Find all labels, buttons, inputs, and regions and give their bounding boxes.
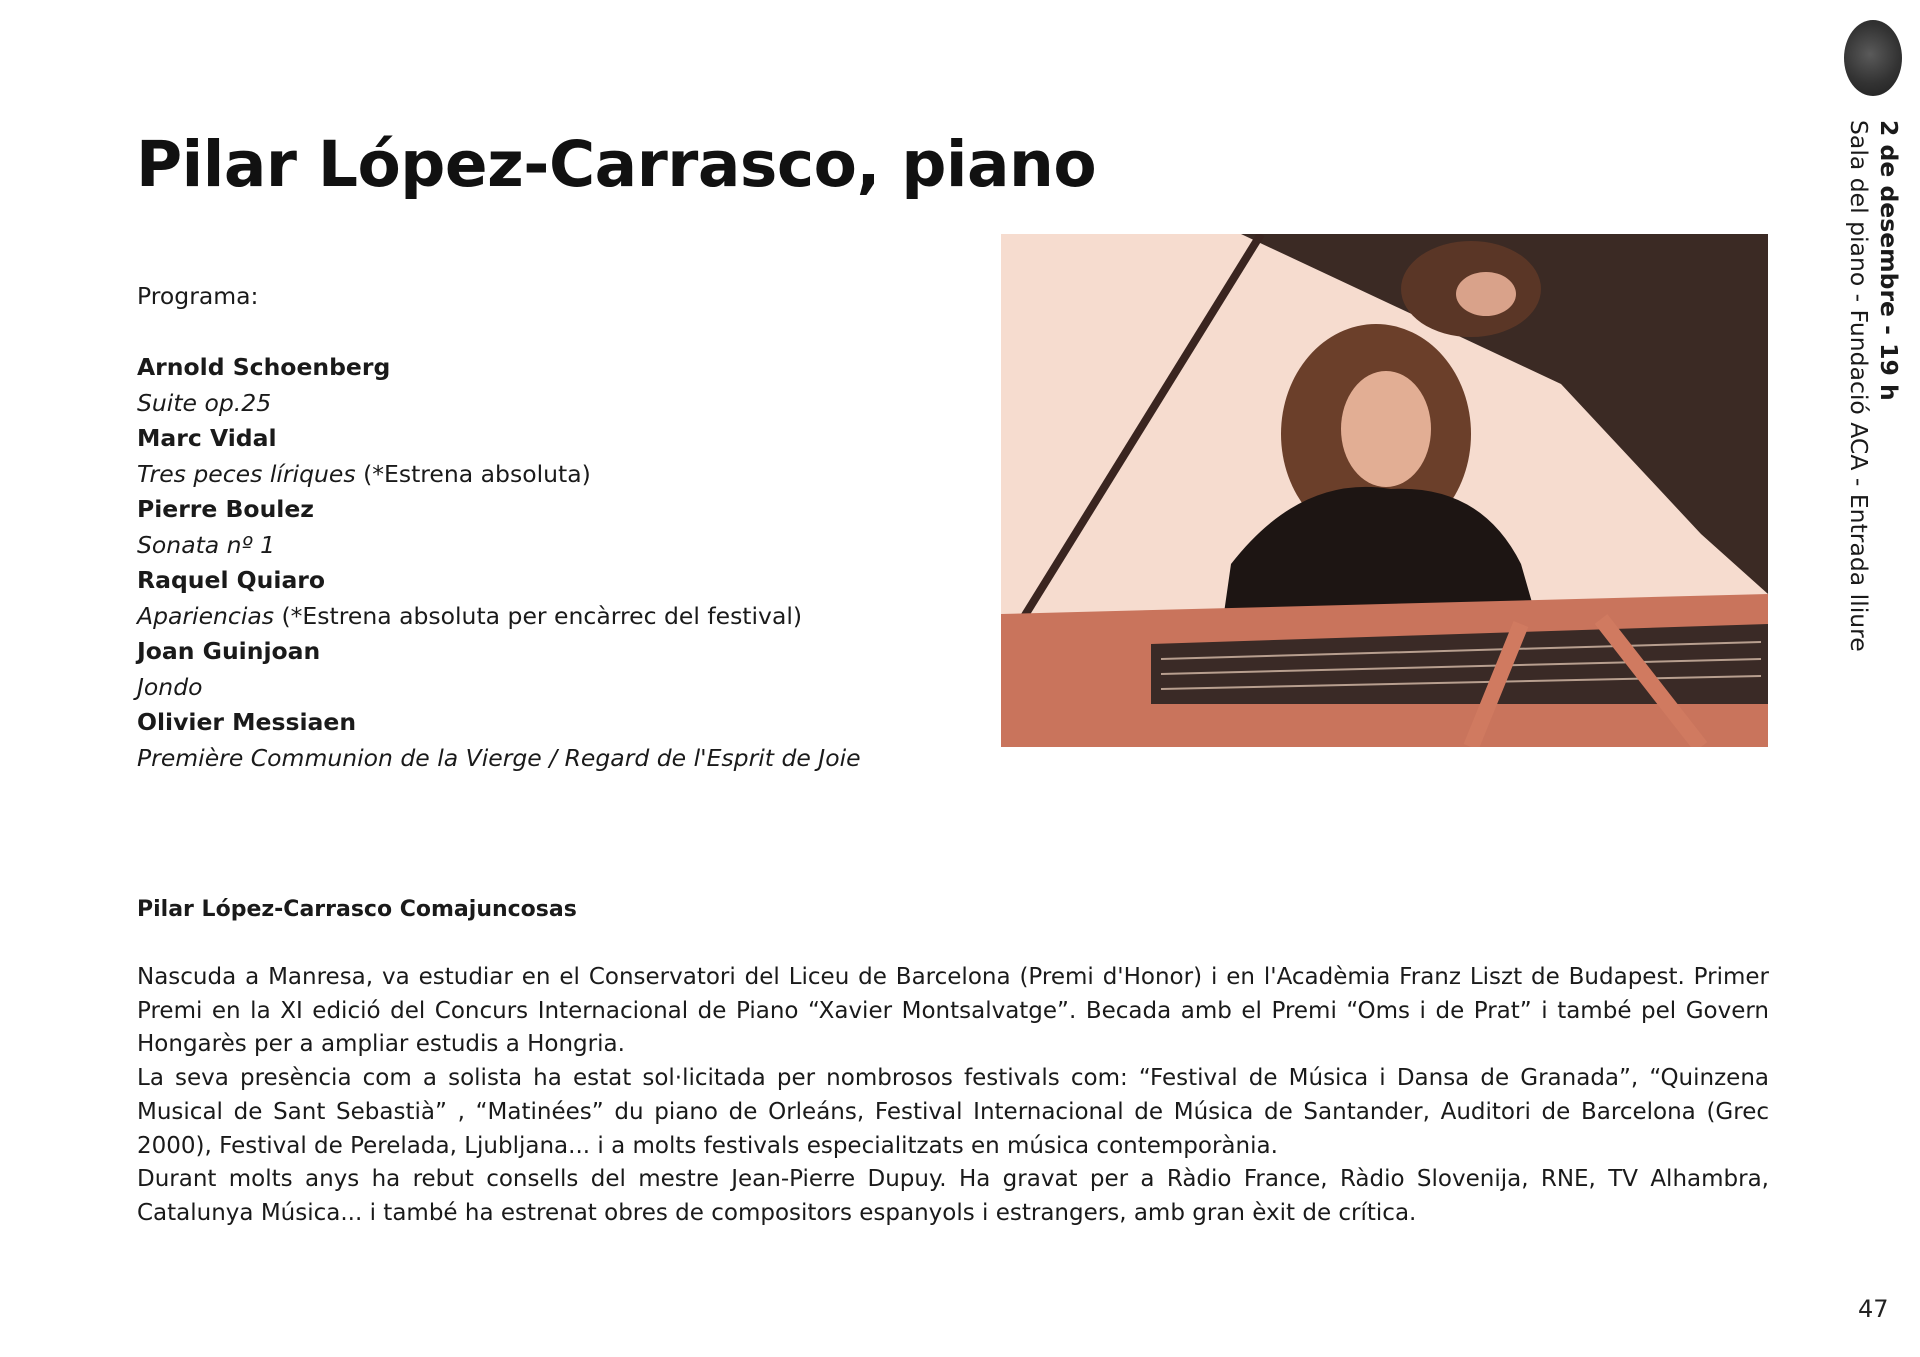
- composer-name: Pierre Boulez: [137, 495, 314, 523]
- page-title: Pilar López-Carrasco, piano: [136, 128, 1097, 201]
- bio-paragraph: La seva presència com a solista ha estat sol·licitada per nombrosos festivals com: “Festival de Música i Dansa de Granada”, “Quinzena Musical de Sant Sebastià” , “Matinées” du piano de Orleáns, Festival Internacional de Música de Santander, Auditori de Barcelona (Grec 2000), Festival de Perelada, Ljubljana... i a molts festivals especialitzats en música contemporània.: [137, 1065, 1769, 1159]
- work-entry: [137, 457, 977, 493]
- work-title: Sonata nº 1: [137, 530, 276, 559]
- program-label: Programa:: [137, 282, 259, 310]
- composer-name: Joan Guinjoan: [137, 637, 321, 665]
- bio-paragraph: Durant molts anys ha rebut consells del mestre Jean-Pierre Dupuy. Ha gravat per a Ràdio France, Ràdio Slovenija, RNE, TV Alhambra, Catalunya Música... i també ha estrenat obres de compositors espanyols i estrangers, amb gran èxit de crítica.: [137, 1166, 1769, 1226]
- work-note: (*Estrena absoluta per encàrrec del festival): [274, 601, 803, 630]
- work-title: Première Communion de la Vierge / Regard de l'Esprit de Joie: [137, 743, 861, 772]
- composer-name: Marc Vidal: [137, 424, 277, 452]
- work-entry: [137, 670, 977, 706]
- work-entry: [137, 386, 977, 422]
- work-title: Jondo: [137, 672, 203, 701]
- event-date: 2 de desembre - 19 h: [1875, 120, 1903, 401]
- pianist-illustration: [1001, 234, 1768, 747]
- work-note: (*Estrena absoluta): [355, 459, 591, 488]
- work-title: Suite op.25: [137, 388, 272, 417]
- reflection-face: [1456, 272, 1516, 316]
- work-entry: [137, 599, 977, 635]
- event-venue: Sala del piano - Fundació ACA - Entrada lliure: [1845, 120, 1873, 652]
- event-sidebar: [1845, 120, 1905, 680]
- page-number: 47: [1858, 1295, 1889, 1323]
- composer-name: Olivier Messiaen: [137, 708, 357, 736]
- work-title: Apariencias: [137, 601, 275, 630]
- work-title: Tres peces líriques: [137, 459, 356, 488]
- face: [1341, 371, 1431, 487]
- bio-paragraph: Nascuda a Manresa, va estudiar en el Conservatori del Liceu de Barcelona (Premi d'Honor) i en l'Acadèmia Franz Liszt de Budapest. Primer Premi en la XI edició del Concurs Internacional de Piano “Xavier Montsalvatge”. Becada amb el Premi “Oms i de Prat” i també pel Govern Hongarès per a ampliar estudis a Hongria.: [137, 964, 1769, 1058]
- program-list: [137, 279, 977, 776]
- bio-heading: Pilar López-Carrasco Comajuncosas: [137, 897, 577, 922]
- composer-name: Arnold Schoenberg: [137, 353, 391, 381]
- thumbprint-icon: [1844, 20, 1902, 96]
- pianist-photo: [1001, 234, 1768, 747]
- bio-text: [137, 961, 1769, 1231]
- work-entry: [137, 741, 977, 777]
- composer-name: Raquel Quiaro: [137, 566, 326, 594]
- work-entry: [137, 528, 977, 564]
